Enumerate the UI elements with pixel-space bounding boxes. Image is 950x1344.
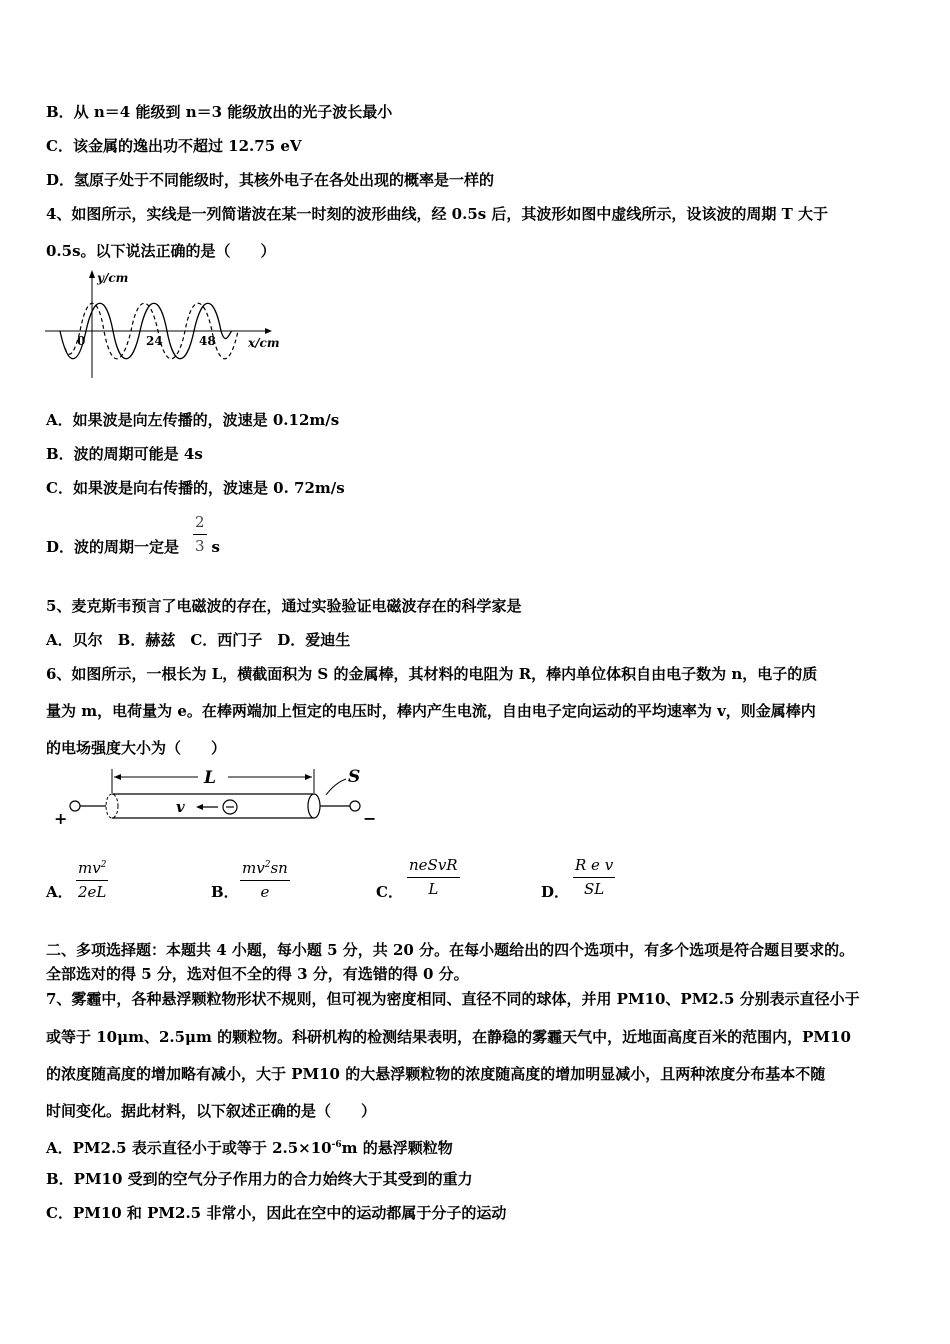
q6-option-b-label: B． — [211, 883, 239, 901]
velocity-label: v — [176, 798, 185, 816]
section2-heading-line1: 二、多项选择题：本题共 4 小题，每小题 5 分，共 20 分。在每小题给出的四个选项中，有多个选项是符合题目要求的。 — [46, 941, 855, 959]
q6-option-d-fraction — [573, 857, 615, 898]
left-terminal — [70, 801, 80, 811]
velocity-arrow — [196, 804, 203, 810]
q7-stem-line3: 的浓度随高度的增加略有减小，大于 PM10 的大悬浮颗粒物的浓度随高度的增加明显减小，且两种浓度分布基本不随 — [46, 1065, 826, 1083]
q3-option-b: B．从 n＝4 能级到 n＝3 能级放出的光子波长最小 — [46, 103, 393, 121]
q4-option-d-fraction — [193, 514, 207, 555]
q6-stem-line2: 量为 m，电荷量为 e。在棒两端加上恒定的电压时，棒内产生电流，自由电子定向运动的平均速率为 v，则金属棒内 — [46, 702, 816, 720]
q6-option-d-label: D． — [541, 883, 570, 901]
right-terminal — [350, 801, 360, 811]
fraction-denominator: L — [428, 880, 439, 898]
q7-option-b: B．PM10 受到的空气分子作用力的合力始终大于其受到的重力 — [46, 1170, 473, 1188]
rod-left-end — [106, 794, 118, 818]
q6-option-c-label: C． — [376, 883, 403, 901]
q7-option-a: A．PM2.5 表示直径小于或等于 $2.5\times 10^{-6}m$ 的悬浮颗粒物 — [46, 1139, 453, 1157]
q4-stem-line1: 4、如图所示，实线是一列简谐波在某一时刻的波形曲线，经 0.5s 后，其波形如图中虚线所示，设该波的周期 T 大于 — [46, 205, 829, 223]
fraction-numerator: $mv^2sn$ — [240, 857, 290, 881]
fraction-denominator: SL — [583, 880, 605, 898]
q4-option-d-unit: s — [211, 538, 220, 556]
q4-wave-figure — [40, 268, 290, 383]
fraction-denominator: 2eL — [78, 883, 107, 901]
q7-stem-line2: 或等于 10μm、2.5μm 的颗粒物。科研机构的检测结果表明，在静稳的雾霾天气中，近地面高度百米的范围内，PM10 — [46, 1028, 851, 1046]
x-axis-label: x/cm — [248, 336, 280, 350]
q6-option-b-fraction — [240, 857, 290, 901]
tick-0: 0 — [77, 334, 86, 348]
section2-heading-line2: 全部选对的得 5 分，选对但不全的得 3 分，有选错的得 0 分。 — [46, 965, 469, 983]
q4-option-b: B．波的周期可能是 4s — [46, 445, 203, 463]
fraction-numerator: R e v — [573, 857, 615, 878]
fraction-denominator: 3 — [195, 537, 205, 555]
q6-stem-line3: 的电场强度大小为（ ） — [46, 739, 227, 757]
y-axis-label: y/cm — [97, 271, 129, 285]
q6-rod-figure — [50, 765, 390, 827]
x-axis-arrow — [265, 328, 272, 334]
q5-stem: 5、麦克斯韦预言了电磁波的存在，通过实验验证电磁波存在的科学家是 — [46, 597, 522, 615]
q7-option-c: C．PM10 和 PM2.5 非常小，因此在空中的运动都属于分子的运动 — [46, 1204, 507, 1222]
q6-option-c-fraction — [407, 857, 460, 898]
rod-right-end — [308, 794, 320, 818]
q3-option-c: C．该金属的逸出功不超过 12.75 eV — [46, 137, 302, 155]
fraction-denominator: e — [260, 883, 270, 901]
tick-24: 24 — [146, 334, 163, 348]
q4-stem-line2: 0.5s。以下说法正确的是（ ） — [46, 242, 276, 260]
q4-option-a: A．如果波是向左传播的，波速是 0.12m/s — [46, 411, 340, 429]
fraction-numerator: $mv^2$ — [76, 857, 108, 881]
minus-sign: − — [363, 809, 377, 827]
y-axis-arrow — [89, 270, 95, 278]
length-label: L — [204, 768, 216, 788]
q7-stem-line4: 时间变化。据此材料，以下叙述正确的是（ ） — [46, 1102, 377, 1120]
fraction-numerator: neSvR — [407, 857, 460, 878]
area-label: S — [348, 767, 361, 787]
fraction-numerator: 2 — [193, 514, 207, 535]
plus-sign: + — [54, 809, 68, 827]
q6-option-a-fraction — [76, 857, 108, 901]
q4-option-d-prefix: D．波的周期一定是 — [46, 538, 180, 556]
q5-options: A．贝尔 B．赫兹 C．西门子 D．爱迪生 — [46, 631, 351, 649]
q7-stem-line1: 7、雾霾中，各种悬浮颗粒物形状不规则，但可视为密度相同、直径不同的球体，并用 PM10、PM2.5 分别表示直径小于 — [46, 990, 860, 1008]
q6-stem-line1: 6、如图所示，一根长为 L，横截面积为 S 的金属棒，其材料的电阻为 R，棒内单位体积自由电子数为 n，电子的质 — [46, 665, 818, 683]
q3-option-d: D．氢原子处于不同能级时，其核外电子在各处出现的概率是一样的 — [46, 171, 495, 189]
q4-option-c: C．如果波是向右传播的，波速是 0. 72m/s — [46, 479, 345, 497]
q6-option-a-label: A． — [46, 883, 73, 901]
tick-48: 48 — [199, 334, 216, 348]
